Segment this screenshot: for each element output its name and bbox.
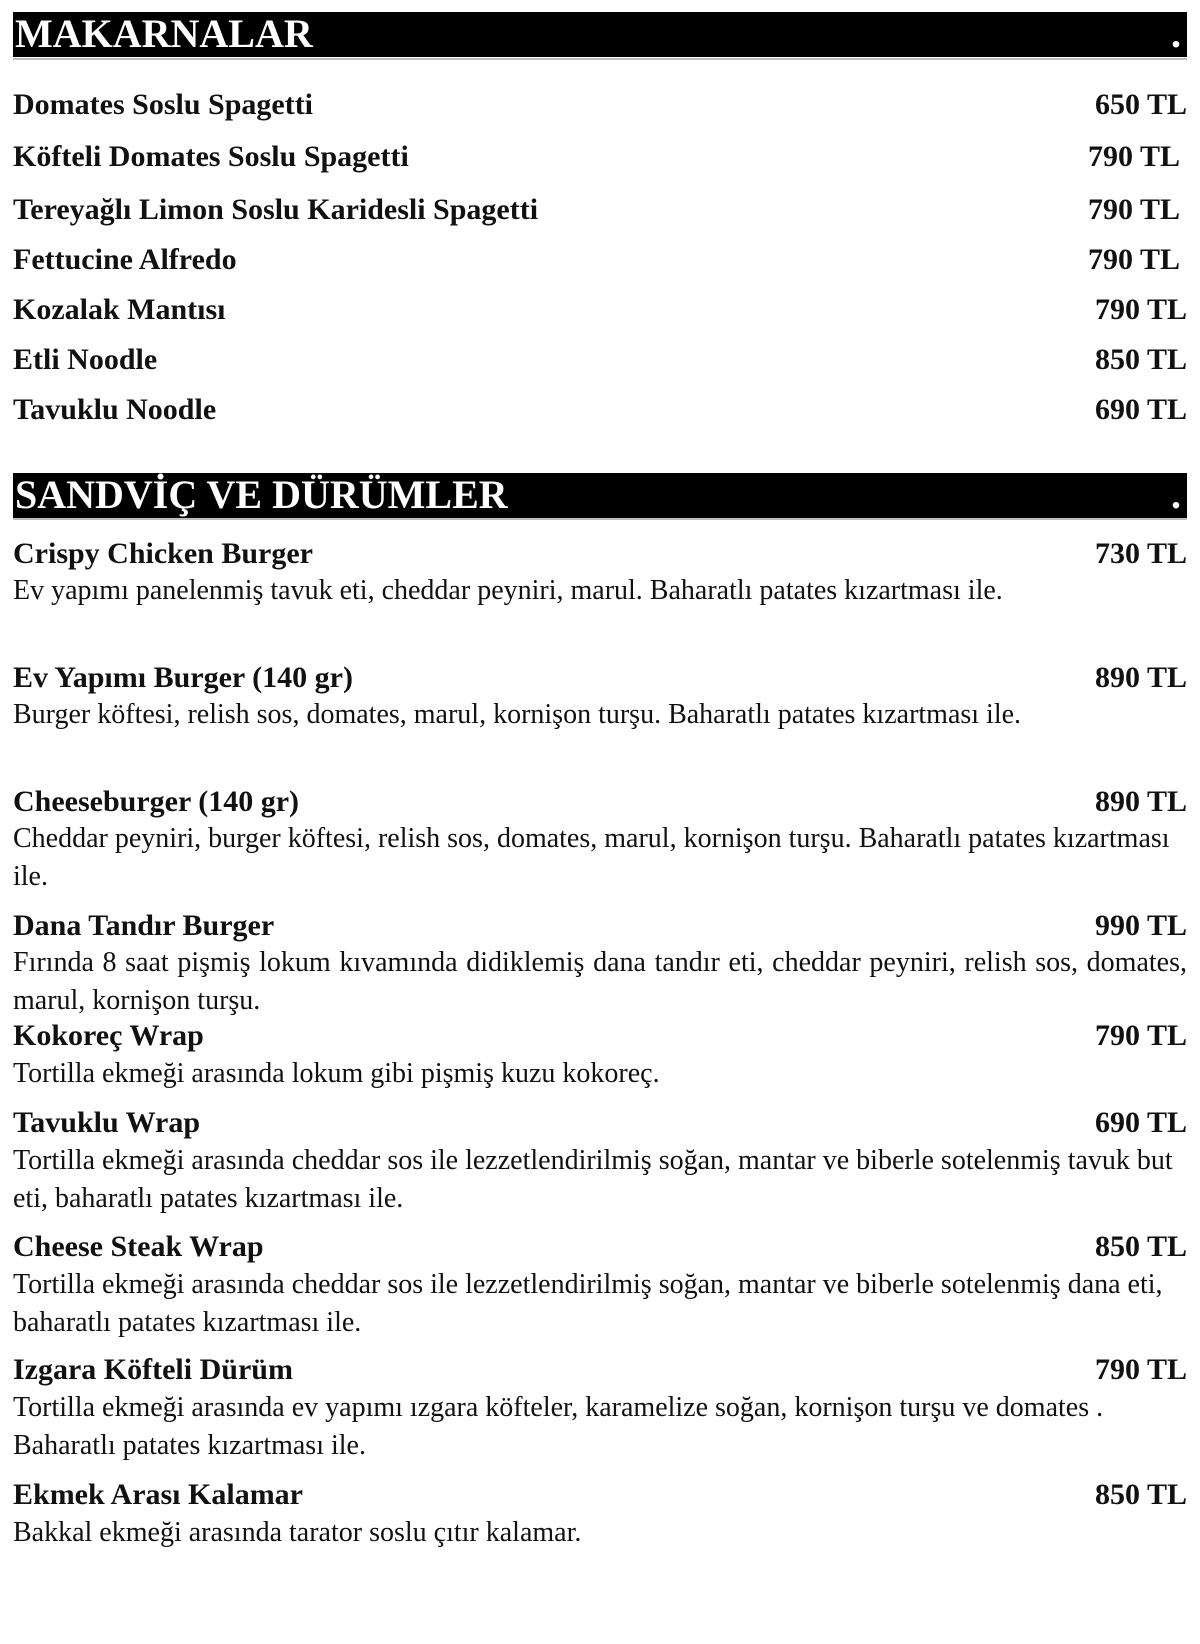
- item-price: 790 TL: [1088, 243, 1180, 276]
- item-price: 850 TL: [1095, 1230, 1187, 1263]
- section-header-makarnalar: MAKARNALAR .: [13, 12, 1187, 57]
- item-name: Cheese Steak Wrap: [13, 1230, 264, 1263]
- item-description: Tortilla ekmeği arasında cheddar sos ile lezzetlendirilmiş soğan, mantar ve biberle sotelenmiş dana eti, baharatlı patates kızartması ile.: [13, 1269, 1163, 1338]
- item-description: Tortilla ekmeği arasında cheddar sos ile lezzetlendirilmiş soğan, mantar ve biberle sotelenmiş tavuk but eti, baharatlı patates kızartması ile.: [13, 1145, 1173, 1214]
- item-description: Fırında 8 saat pişmiş lokum kıvamında didiklemiş dana tandır eti, cheddar peyniri, relish sos, domates, marul, kornişon turşu.: [13, 947, 1187, 1016]
- item-description: Tortilla ekmeği arasında lokum gibi pişmiş kuzu kokoreç.: [13, 1058, 660, 1089]
- item-name: Etli Noodle: [13, 343, 158, 376]
- item-price: 790 TL: [1095, 1353, 1187, 1386]
- item-description: Ev yapımı panelenmiş tavuk eti, cheddar peyniri, marul. Baharatlı patates kızartması ile.: [13, 575, 1003, 606]
- item-price: 650 TL: [1095, 88, 1187, 121]
- item-name: Izgara Köfteli Dürüm: [13, 1353, 293, 1386]
- item-price: 850 TL: [1095, 343, 1187, 376]
- item-price: 850 TL: [1095, 1478, 1187, 1511]
- item-description: Tortilla ekmeği arasında ev yapımı ızgara köfteler, karamelize soğan, kornişon turşu ve domates . Baharatlı patates kızartması ile.: [13, 1392, 1104, 1461]
- item-name: Kozalak Mantısı: [13, 293, 226, 326]
- item-price: 690 TL: [1095, 1106, 1187, 1139]
- item-name: Köfteli Domates Soslu Spagetti: [13, 140, 409, 173]
- item-name: Domates Soslu Spagetti: [13, 88, 314, 121]
- section-title: MAKARNALAR: [15, 11, 313, 56]
- item-price: 690 TL: [1095, 393, 1187, 426]
- item-price: 790 TL: [1088, 140, 1180, 173]
- item-name: Fettucine Alfredo: [13, 243, 237, 276]
- item-price: 790 TL: [1095, 1019, 1187, 1052]
- item-price: 990 TL: [1095, 909, 1187, 942]
- item-name: Tavuklu Wrap: [13, 1106, 201, 1139]
- item-name: Cheeseburger (140 gr): [13, 785, 300, 818]
- item-name: Crispy Chicken Burger: [13, 537, 313, 570]
- item-price: 730 TL: [1095, 537, 1187, 570]
- item-price: 890 TL: [1095, 785, 1187, 818]
- section-title: SANDVİÇ VE DÜRÜMLER: [15, 472, 508, 517]
- item-description: Cheddar peyniri, burger köftesi, relish sos, domates, marul, kornişon turşu. Baharatlı patates kızartması ile.: [13, 823, 1170, 892]
- section-divider: [13, 58, 1187, 60]
- section-header-sandvic-ve-durumler: SANDVİÇ VE DÜRÜMLER .: [13, 473, 1187, 518]
- item-name: Ekmek Arası Kalamar: [13, 1478, 303, 1511]
- item-name: Kokoreç Wrap: [13, 1019, 204, 1052]
- section-divider: [13, 518, 1187, 520]
- item-name: Tereyağlı Limon Soslu Karidesli Spagetti: [13, 193, 539, 226]
- item-price: 790 TL: [1088, 193, 1180, 226]
- item-name: Dana Tandır Burger: [13, 909, 275, 942]
- item-price: 890 TL: [1095, 661, 1187, 694]
- item-description: Burger köftesi, relish sos, domates, marul, kornişon turşu. Baharatlı patates kızartması ile.: [13, 699, 1022, 730]
- item-price: 790 TL: [1095, 293, 1187, 326]
- item-name: Tavuklu Noodle: [13, 393, 217, 426]
- item-name: Ev Yapımı Burger (140 gr): [13, 661, 353, 694]
- item-description: Bakkal ekmeği arasında tarator soslu çıtır kalamar.: [13, 1517, 582, 1548]
